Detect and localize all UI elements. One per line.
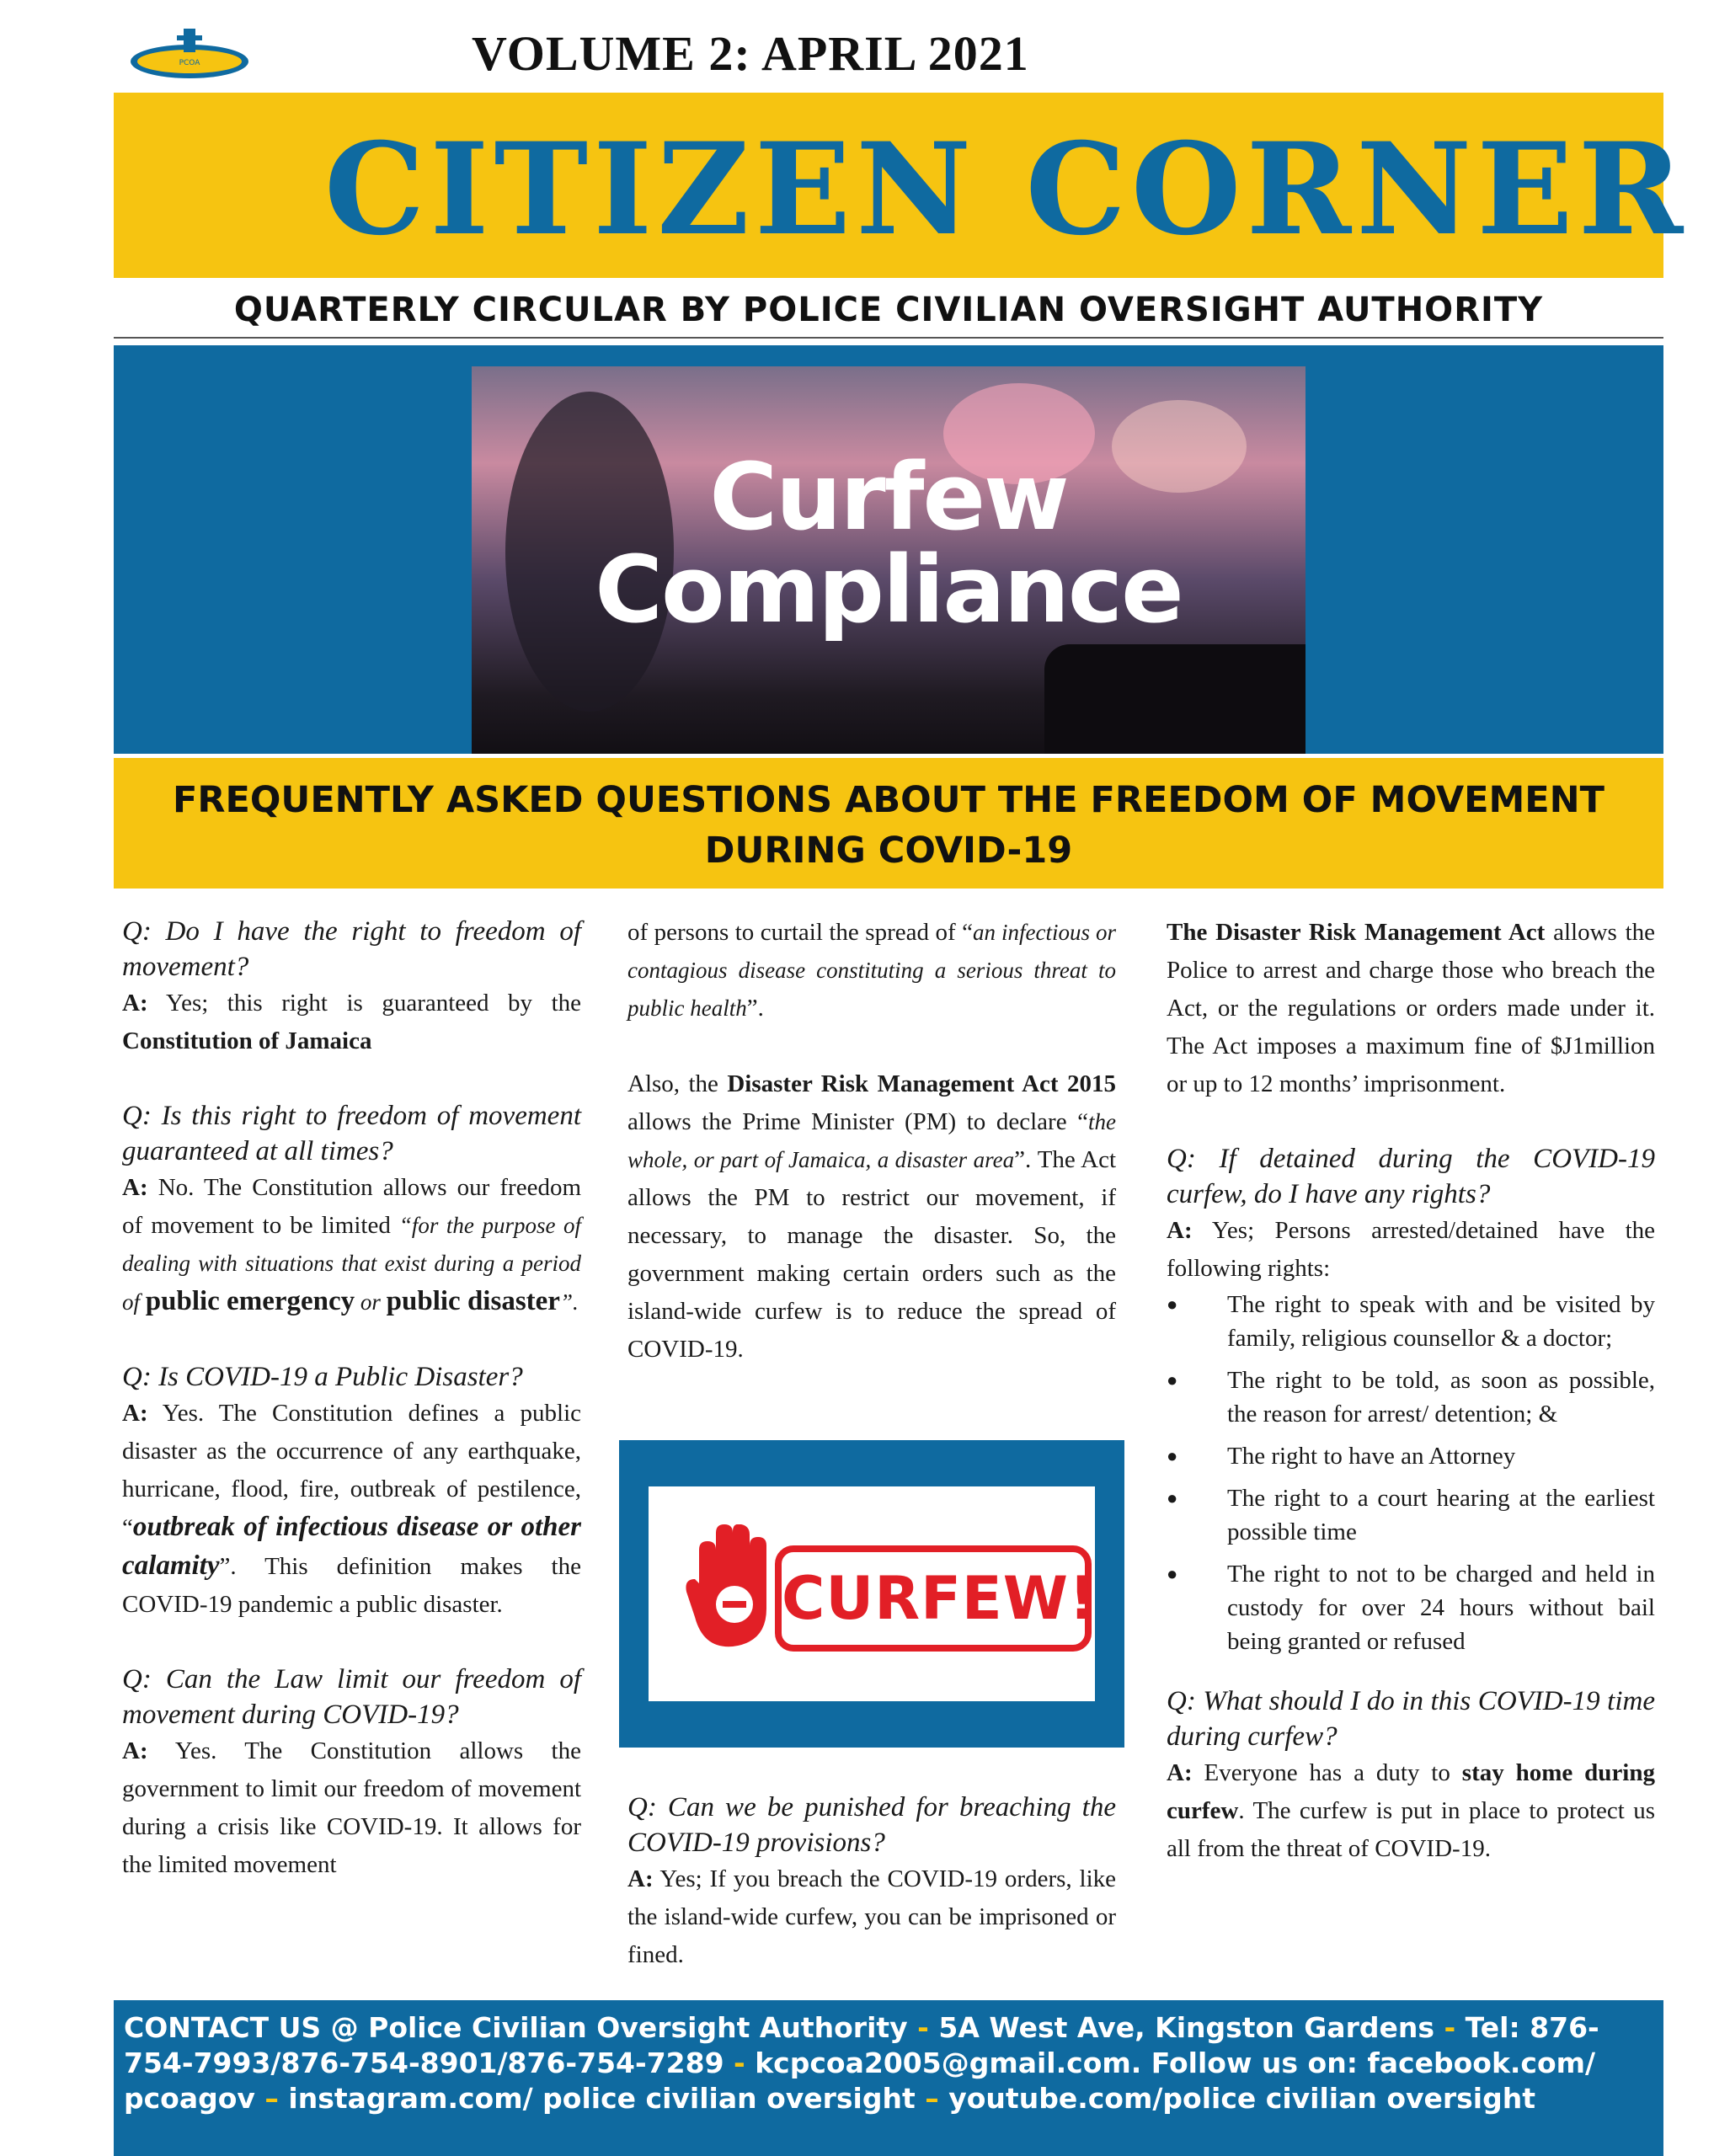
- banner-photo: [472, 366, 1306, 754]
- instagram-link[interactable]: instagram.com/ police civilian oversight: [288, 2082, 916, 2115]
- divider: [114, 337, 1663, 339]
- answer-3: A: Yes. The Constitution defines a public disaster as the occurrence of any earthquake, hurricane, flood, fire, outbreak of pestilence, “outbreak of infectious disease or other calamity”. This definition makes the COVID-19 pandemic a public disaster.: [122, 1400, 581, 1618]
- pcoa-logo: [126, 24, 253, 83]
- banner-headline: [472, 443, 1306, 643]
- masthead: [114, 93, 1689, 278]
- column-2-lower: [627, 1790, 1116, 1974]
- faq-heading-line-2: DURING COVID-19: [704, 830, 1073, 872]
- page-title: CITIZEN CORNER: [324, 115, 1689, 264]
- youtube-link[interactable]: youtube.com/police civilian oversight: [948, 2082, 1536, 2115]
- banner-line-2: Compliance: [595, 536, 1183, 643]
- paragraph-disaster-act: Also, the Disaster Risk Management Act 2015 allows the Prime Minister (PM) to declare “the whole, or part of Jamaica, a disaster area”. The Act allows the PM to restrict our movement, if necessary, to manage the disaster. So, the government making certain orders such as the island-wide curfew is to reduce the spread of COVID-19.: [627, 1070, 1117, 1363]
- address: 5A West Ave, Kingston Gardens: [938, 2011, 1434, 2044]
- svg-text:PCOA: PCOA: [179, 59, 200, 67]
- list-item: ● The right to not to be charged and held in custody for over 24 hours without bail being granted or refused: [1167, 1557, 1655, 1658]
- rights-list: [1167, 1288, 1655, 1658]
- question-3: Q: Is COVID-19 a Public Disaster?: [122, 1362, 523, 1392]
- column-1: [122, 914, 581, 1884]
- faq-heading-line-1: FREQUENTLY ASKED QUESTIONS ABOUT THE FREEDOM OF MOVEMENT: [172, 779, 1605, 821]
- list-item: ● The right to be told, as soon as possible, the reason for arrest/ detention; &: [1167, 1364, 1655, 1431]
- list-item: ● The right to speak with and be visited by family, religious counsellor & a doctor;: [1167, 1288, 1655, 1355]
- contact-text: CONTACT US @ Police Civilian Oversight Authority - 5A West Ave, Kingston Gardens - Tel: 876-754-7993/876-754-8901/876-754-7289 - kcpcoa2005@gmail.com. Follow us on: facebook.com/ pcoagov – instagram.com/ police civilian oversight – youtube.com/police civilian oversight: [124, 2011, 1599, 2115]
- paragraph-continuation: of persons to curtail the spread of “an infectious or contagious disease constituting a serious threat to public health”.: [627, 919, 1116, 1022]
- answer-5: A: Yes; If you breach the COVID-19 orders, like the island-wide curfew, you can be imprisoned or fined.: [627, 1865, 1116, 1968]
- curfew-graphic: [619, 1440, 1124, 1748]
- faq-heading-bar: [114, 758, 1663, 889]
- email-link[interactable]: kcpcoa2005@gmail.com. Follow us on: facebook.com/ pcoagov: [124, 2047, 1596, 2115]
- column-3: [1167, 914, 1655, 1868]
- stop-hand-icon: [682, 1524, 783, 1651]
- question-4: Q: Can the Law limit our freedom of movement during COVID-19?: [122, 1664, 581, 1730]
- answer-7: A: Everyone has a duty to stay home during curfew. The curfew is put in place to protect us all from the threat of COVID-19.: [1167, 1759, 1655, 1862]
- faq-heading: [114, 775, 1663, 876]
- paragraph-act-penalties: The Disaster Risk Management Act allows the Police to arrest and charge those who breach the Act, or the regulations or orders made under it. The Act imposes a maximum fine of $J1million or up to 12 months’ imprisonment.: [1167, 919, 1655, 1097]
- answer-4: A: Yes. The Constitution allows the government to limit our freedom of movement during a crisis like COVID-19. It allows for the limited movement: [122, 1737, 581, 1878]
- contact-label: CONTACT US @ Police Civilian Oversight Authority: [124, 2011, 908, 2044]
- question-5: Q: Can we be punished for breaching the COVID-19 provisions?: [627, 1792, 1116, 1858]
- question-1: Q: Do I have the right to freedom of movement?: [122, 916, 581, 982]
- contact-footer: [114, 2000, 1663, 2156]
- list-item: ● The right to a court hearing at the earliest possible time: [1167, 1481, 1655, 1549]
- subtitle: QUARTERLY CIRCULAR BY POLICE CIVILIAN OVERSIGHT AUTHORITY: [233, 291, 1544, 329]
- banner-line-1: Curfew: [709, 443, 1068, 551]
- curfew-label: CURFEW!: [775, 1545, 1092, 1652]
- question-2: Q: Is this right to freedom of movement guaranteed at all times?: [122, 1101, 581, 1166]
- column-2: [627, 914, 1116, 1369]
- question-7: Q: What should I do in this COVID-19 time during curfew?: [1167, 1686, 1655, 1752]
- answer-2: A: No. The Constitution allows our freedom of movement to be limited “for the purpose of dealing with situations that exist during a period of public emergency or public disaster”.: [122, 1174, 581, 1316]
- phone-numbers: Tel: 876-754-7993/876-754-8901/876-754-7289: [124, 2011, 1599, 2079]
- banner: [114, 345, 1663, 754]
- curfew-graphic-panel: [649, 1486, 1095, 1701]
- answer-1: A: Yes; this right is guaranteed by the Constitution of Jamaica: [122, 990, 581, 1054]
- question-6: Q: If detained during the COVID-19 curfew, do I have any rights?: [1167, 1144, 1655, 1209]
- list-item: ● The right to have an Attorney: [1167, 1439, 1655, 1473]
- answer-6: A: Yes; Persons arrested/detained have the following rights:: [1167, 1217, 1655, 1282]
- volume-date: VOLUME 2: APRIL 2021: [472, 26, 1029, 81]
